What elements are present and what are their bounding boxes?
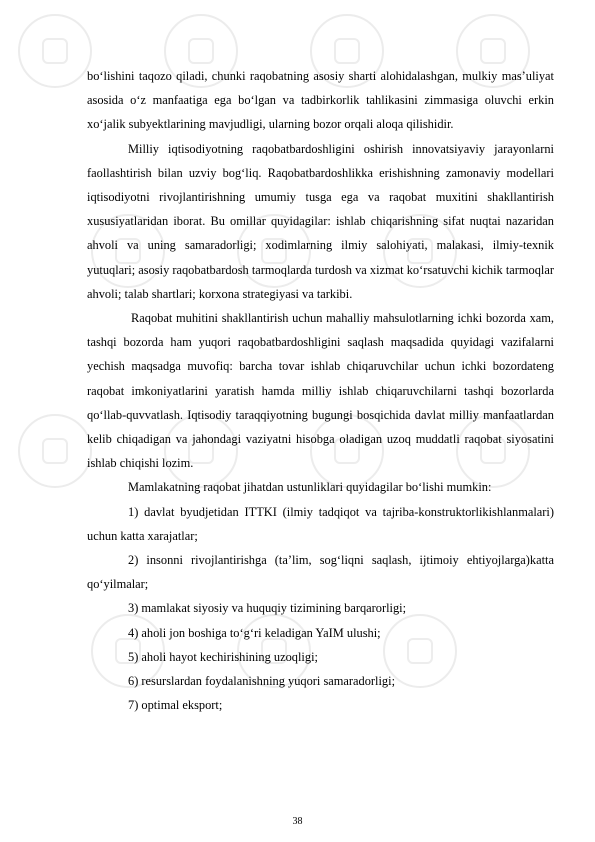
watermark-logo (18, 414, 92, 488)
paragraph-4: Mamlakatning raqobat jihatdan ustunliklari quyidagilar bo‘lishi mumkin: (128, 480, 492, 495)
paragraph-2: Milliy iqtisodiyotning raqobatbardoshligini oshirish innovatsiyaviy jarayonlarni faollashtirish bilan uzviy bog‘liq. Raqobatbardoshlikka erishishning zamonaviy modellari iqtisodiyotni rivojlantirishning umumiy tusga ega va raqobat muxitini shakllantirish xususiyatlaridan iborat. Bu omillar quyidagilar: ishlab chiqarishning sifat nuqtai nazaridan ahvoli va uning samaradorligi; xodimlarning ilmiy salohiyati, malakasi, ilmiy-texnik yutuqlari; asosiy raqobatbardosh tarmoqlarda turdosh va xizmat ko‘rsatuvchi kichik tarmoqlar ahvoli; talab shartlari; korxona strategiyasi va tarkibi. (87, 141, 554, 301)
list-item: 7) optimal eksport; (128, 698, 223, 713)
watermark-logo (18, 14, 92, 88)
document-body (87, 64, 554, 717)
list-item: 5) aholi hayot kechirishining uzoqligi; (128, 649, 318, 664)
paragraph-1: bo‘lishini taqozo qiladi, chunki raqobatning asosiy sharti alohidalashgan, mulkiy mas’uliyat asosida o‘z manfaatiga ega bo‘lgan va tadbirkorlik tahlikasini zimmasiga oluvchi erkin xo‘jalik subyektlarining mavjudligi, ularning bozor orqali aloqa qilishidir. (87, 69, 554, 132)
list-item: 1) davlat byudjetidan ITTKI (ilmiy tadqiqot va tajriba-konstruktorlikishlanmalari) uchun katta xarajatlar; (87, 504, 554, 543)
list-item: 2) insonni rivojlantirishga (ta’lim, sog‘liqni saqlash, ijtimoiy ehtiyojlarga)katta qo‘yilmalar; (87, 553, 554, 592)
list-item: 4) aholi jon boshiga to‘g‘ri keladigan YaIM ulushi; (128, 625, 381, 640)
paragraph-3: Raqobat muhitini shakllantirish uchun mahalliy mahsulotlarning ichki bozorda xam, tashqi bozorda ham yuqori raqobatbardoshligini saqlash maqsadida quyidagi vazifalarni yechish maqsadga muvofiq: barcha tovar ishlab chiqaruvchilar uchun ichki bozordateng raqobat imkoniyatlarini yaratish hamda milliy ishlab chiqaruvchilarni tashqi bozorlarda qo‘llab-quvvatlash. Iqtisodiy taraqqiyotning bugungi bosqichida davlat milliy manfaatlardan kelib chiqadigan va jahondagi vaziyatni hisobga oladigan uzoq muddatli raqobat siyosatini ishlab chiqishi lozim. (87, 311, 554, 471)
list-item: 6) resurslardan foydalanishning yuqori samaradorligi; (128, 674, 396, 689)
list-item: 3) mamlakat siyosiy va huquqiy tizimining barqarorligi; (128, 601, 407, 616)
page-number: 38 (292, 816, 303, 827)
